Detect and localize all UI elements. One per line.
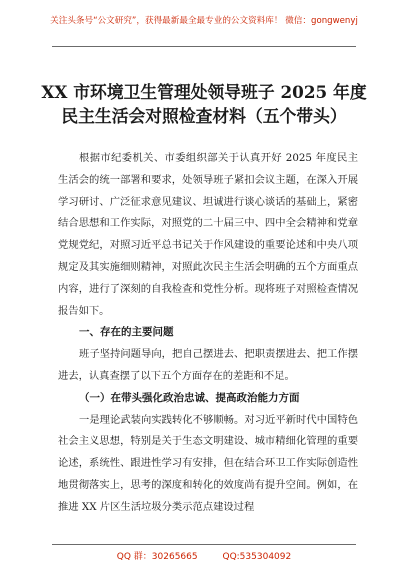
header-banner: 关注头条号“公文研究”，获得最新最全最专业的公文资料库！ 微信：gongwenyj: [50, 16, 358, 26]
document-body: [58, 148, 358, 519]
footer-divider: [52, 544, 356, 545]
subsection-paragraph: 一是理论武装向实践转化不够顺畅。对习近平新时代中国特色社会主义思想，特别是关于生态文明建设、城市精细化管理的重要论述，系统性、跟进性学习有安排，但在结合环卫工作实际创造性地贯彻落实上，思考的深度和转化的效度尚有提升空间。例如，在推进 XX 片区生活垃圾分类示范点建设过程: [58, 413, 358, 513]
subsection-heading: （一）在带头强化政治忠诚、提高政治能力方面: [79, 391, 300, 404]
section-heading: 一、存在的主要问题: [79, 326, 174, 339]
title-line-2: 民主生活会对照检查材料（五个带头）: [61, 106, 347, 126]
header-divider: [52, 46, 356, 47]
title-line-1: XX 市环境卫生管理处领导班子 2025 年度: [41, 82, 367, 102]
footer-qq-group: QQ 群：30265665: [116, 552, 198, 562]
footer: [0, 549, 408, 562]
document-title: [40, 80, 368, 128]
intro-paragraph: 根据市纪委机关、市委组织部关于认真开好 2025 年度民主生活会的统一部署和要求，处领导班子紧扣会议主题，在深入开展学习研讨、广泛征求意见建议、坦诚进行谈心谈话的基础上，紧密结合思想和工作实际，对照党的二十届三中、四中全会精神和党章党规党纪，对照习近平总书记关于作风建设的重要论述和中央八项规定及其实施细则精神，对照此次民主生活会明确的五个方面重点内容，进行了深刻的自我检查和党性分析。现将班子对照检查情况报告如下。: [58, 152, 358, 317]
footer-qq-contact: QQ:535304092: [222, 552, 292, 562]
section-intro-paragraph: 班子坚持问题导向，把自己摆进去、把职责摆进去、把工作摆进去，认真查摆了以下五个方面存在的差距和不足。: [58, 348, 358, 382]
